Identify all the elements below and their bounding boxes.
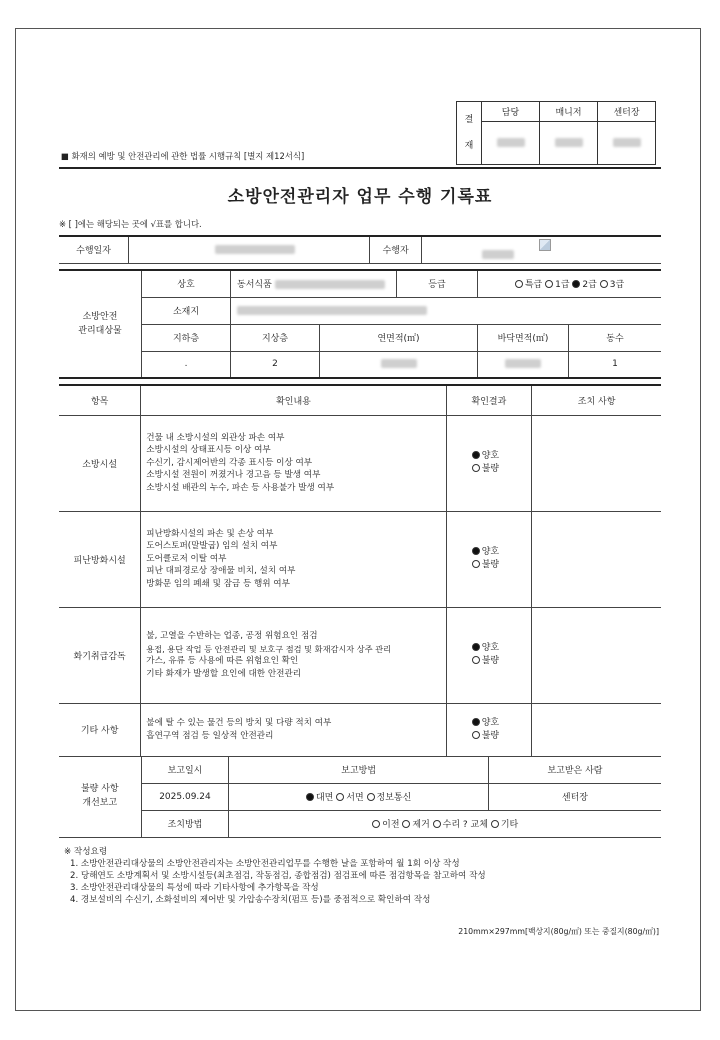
name-field[interactable]: 동서식품: [231, 270, 397, 297]
check-items: 불, 고열을 수반하는 업종, 공정 위험요인 점검 용접, 용단 작업 등 안전관리 및 보호구 점검 및 화재감시자 상주 관리 가스, 유류 등 사용에 따른 위험요인 확인 기타 화재가 발생할 요인에 대한 안전관리: [141, 607, 446, 703]
action-method-options[interactable]: [229, 810, 661, 837]
grade-options[interactable]: [478, 270, 662, 297]
radio-empty-icon: [472, 656, 480, 664]
category-label: 피난방화시설: [59, 511, 141, 607]
radio-empty-icon: [472, 560, 480, 568]
result-options[interactable]: [446, 415, 531, 511]
action-option[interactable]: 제거: [402, 820, 429, 830]
header-category: 항목: [59, 385, 141, 415]
approval-side-label: 결 재: [457, 102, 482, 165]
radio-empty-icon: [600, 280, 608, 288]
grade-label: 등급: [397, 270, 478, 297]
category-label: 소방시설: [59, 415, 141, 511]
result-option-bad[interactable]: 불량: [472, 730, 531, 743]
writing-notes: [64, 846, 486, 906]
check-note: ※ [ ]에는 해당되는 곳에 √표를 합니다.: [59, 219, 202, 229]
radio-filled-icon: [306, 793, 314, 801]
approval-box: [456, 101, 656, 165]
radio-empty-icon: [367, 793, 375, 801]
action-field[interactable]: [532, 415, 661, 511]
result-option-bad[interactable]: 불량: [472, 559, 531, 572]
radio-empty-icon: [472, 731, 480, 739]
defect-table: [59, 756, 661, 838]
radio-empty-icon: [545, 280, 553, 288]
header-floors: 지상층: [231, 324, 320, 351]
result-option-bad[interactable]: 불량: [472, 655, 531, 668]
approval-signature[interactable]: [598, 122, 656, 165]
grade-option[interactable]: 특급: [515, 280, 542, 290]
result-options[interactable]: [446, 607, 531, 703]
action-field[interactable]: [532, 607, 661, 703]
page-title: 소방안전관리자 업무 수행 기록표: [227, 187, 493, 207]
check-items: 불에 탈 수 있는 물건 등의 방치 및 다량 적치 여부 흡연구역 점검 등 일상적 안전관리: [141, 703, 446, 756]
header-result: 확인결과: [446, 385, 531, 415]
form-page: [15, 28, 701, 1011]
approval-role: 담당: [482, 102, 540, 122]
note-line: 4. 경보설비의 수신기, 소화설비의 제어반 및 가압송수장치(펌프 등)를 중점적으로 확인하여 작성: [70, 895, 431, 905]
grade-option[interactable]: 2급: [572, 280, 596, 290]
defect-section-label: 불량 사항 개선보고: [59, 756, 141, 837]
note-line: 1. 소방안전관리대상물의 소방안전관리자는 소방안전관리업무를 수행한 날을 포함하여 월 1회 이상 작성: [70, 859, 460, 869]
result-options[interactable]: [446, 511, 531, 607]
radio-filled-icon: [472, 718, 480, 726]
note-line: 3. 소방안전관리대상물의 특성에 따라 기타사항에 추가항목을 작성: [70, 883, 319, 893]
checklist-table: [59, 384, 661, 757]
report-method-label: 보고방법: [229, 756, 489, 783]
performer-label: 수행자: [370, 236, 422, 263]
radio-empty-icon: [336, 793, 344, 801]
method-option[interactable]: 대면: [306, 793, 333, 803]
result-option-good[interactable]: 양호: [472, 717, 531, 730]
broken-image-icon: [539, 239, 551, 251]
table-row: [59, 511, 661, 607]
floor-area-value[interactable]: [478, 351, 569, 378]
action-option[interactable]: 수리 ? 교체: [433, 820, 488, 830]
radio-empty-icon: [472, 464, 480, 472]
category-label: 기타 사항: [59, 703, 141, 756]
name-label: 상호: [142, 270, 231, 297]
result-options[interactable]: [446, 703, 531, 756]
radio-filled-icon: [572, 280, 580, 288]
paper-spec: 210mm×297mm[백상지(80g/㎡) 또는 중질지(80g/㎡)]: [458, 927, 659, 936]
radio-filled-icon: [472, 451, 480, 459]
radio-empty-icon: [372, 820, 380, 828]
total-area-value[interactable]: [320, 351, 478, 378]
check-items: 건물 내 소방시설의 외관상 파손 여부 소방시설의 상태표시등 이상 여부 수신기, 감시제어반의 각종 표시등 이상 여부 소방시설 전원이 꺼졌거나 경고음 등 발생 여부 소방시설 배관의 누수, 파손 등 사용불가 발생 여부: [141, 415, 446, 511]
method-option[interactable]: 서면: [336, 793, 363, 803]
action-field[interactable]: [532, 511, 661, 607]
method-option[interactable]: 정보통신: [367, 793, 412, 803]
recipient-label: 보고받은 사람: [488, 756, 661, 783]
approval-role: 센터장: [598, 102, 656, 122]
result-option-good[interactable]: 양호: [472, 642, 531, 655]
approval-signature[interactable]: [482, 122, 540, 165]
header-content: 확인내용: [141, 385, 446, 415]
header-floor-area: 바닥면적(㎡): [478, 324, 569, 351]
radio-empty-icon: [491, 820, 499, 828]
regulation-note: ■ 화재의 예방 및 안전관리에 관한 법률 시행규칙 [별지 제12서식]: [61, 151, 305, 161]
header-buildings: 동수: [569, 324, 662, 351]
report-date-value[interactable]: 2025.09.24: [141, 783, 229, 810]
action-option[interactable]: 기타: [491, 820, 518, 830]
result-option-good[interactable]: 양호: [472, 546, 531, 559]
approval-role: 매니저: [540, 102, 598, 122]
grade-option[interactable]: 1급: [545, 280, 569, 290]
address-label: 소재지: [142, 297, 231, 324]
recipient-value[interactable]: 센터장: [488, 783, 661, 810]
date-field[interactable]: [129, 236, 370, 263]
check-items: 피난방화시설의 파손 및 손상 여부 도어스토퍼(말발굽) 임의 설치 여부 도어클로저 이탈 여부 피난 대피경로상 장애물 비치, 설치 여부 방화문 임의 폐쇄 및 잠금 등 행위 여부: [141, 511, 446, 607]
date-label: 수행일자: [59, 236, 129, 263]
category-label: 화기취급감독: [59, 607, 141, 703]
header-total-area: 연면적(㎡): [320, 324, 478, 351]
action-field[interactable]: [532, 703, 661, 756]
table-row: [59, 607, 661, 703]
table-row: [59, 703, 661, 756]
notes-heading: ※ 작성요령: [64, 847, 108, 857]
performer-table: [59, 235, 661, 264]
address-field[interactable]: [231, 297, 662, 324]
report-date-label: 보고일시: [141, 756, 229, 783]
target-table: [59, 269, 661, 379]
action-option[interactable]: 이전: [372, 820, 399, 830]
table-row: [59, 415, 661, 511]
result-option-good[interactable]: 양호: [472, 450, 531, 463]
header-action: 조치 사항: [532, 385, 661, 415]
target-section-label: 소방안전 관리대상물: [59, 270, 142, 378]
radio-filled-icon: [472, 547, 480, 555]
radio-empty-icon: [515, 280, 523, 288]
basement-value[interactable]: .: [142, 351, 231, 378]
floors-value[interactable]: 2: [231, 351, 320, 378]
report-method-options[interactable]: [229, 783, 489, 810]
buildings-value[interactable]: 1: [569, 351, 662, 378]
radio-empty-icon: [402, 820, 410, 828]
performer-field[interactable]: [422, 236, 661, 263]
header-basement: 지하층: [142, 324, 231, 351]
radio-filled-icon: [472, 643, 480, 651]
result-option-bad[interactable]: 불량: [472, 463, 531, 476]
title-rule: [59, 167, 661, 169]
radio-empty-icon: [433, 820, 441, 828]
note-line: 2. 당해연도 소방계획서 및 소방시설등(최초점검, 작동점검, 종합점검) 점검표에 따른 점검항목을 참고하여 작성: [70, 871, 486, 881]
action-method-label: 조치방법: [141, 810, 229, 837]
grade-option[interactable]: 3급: [600, 280, 624, 290]
approval-signature[interactable]: [540, 122, 598, 165]
